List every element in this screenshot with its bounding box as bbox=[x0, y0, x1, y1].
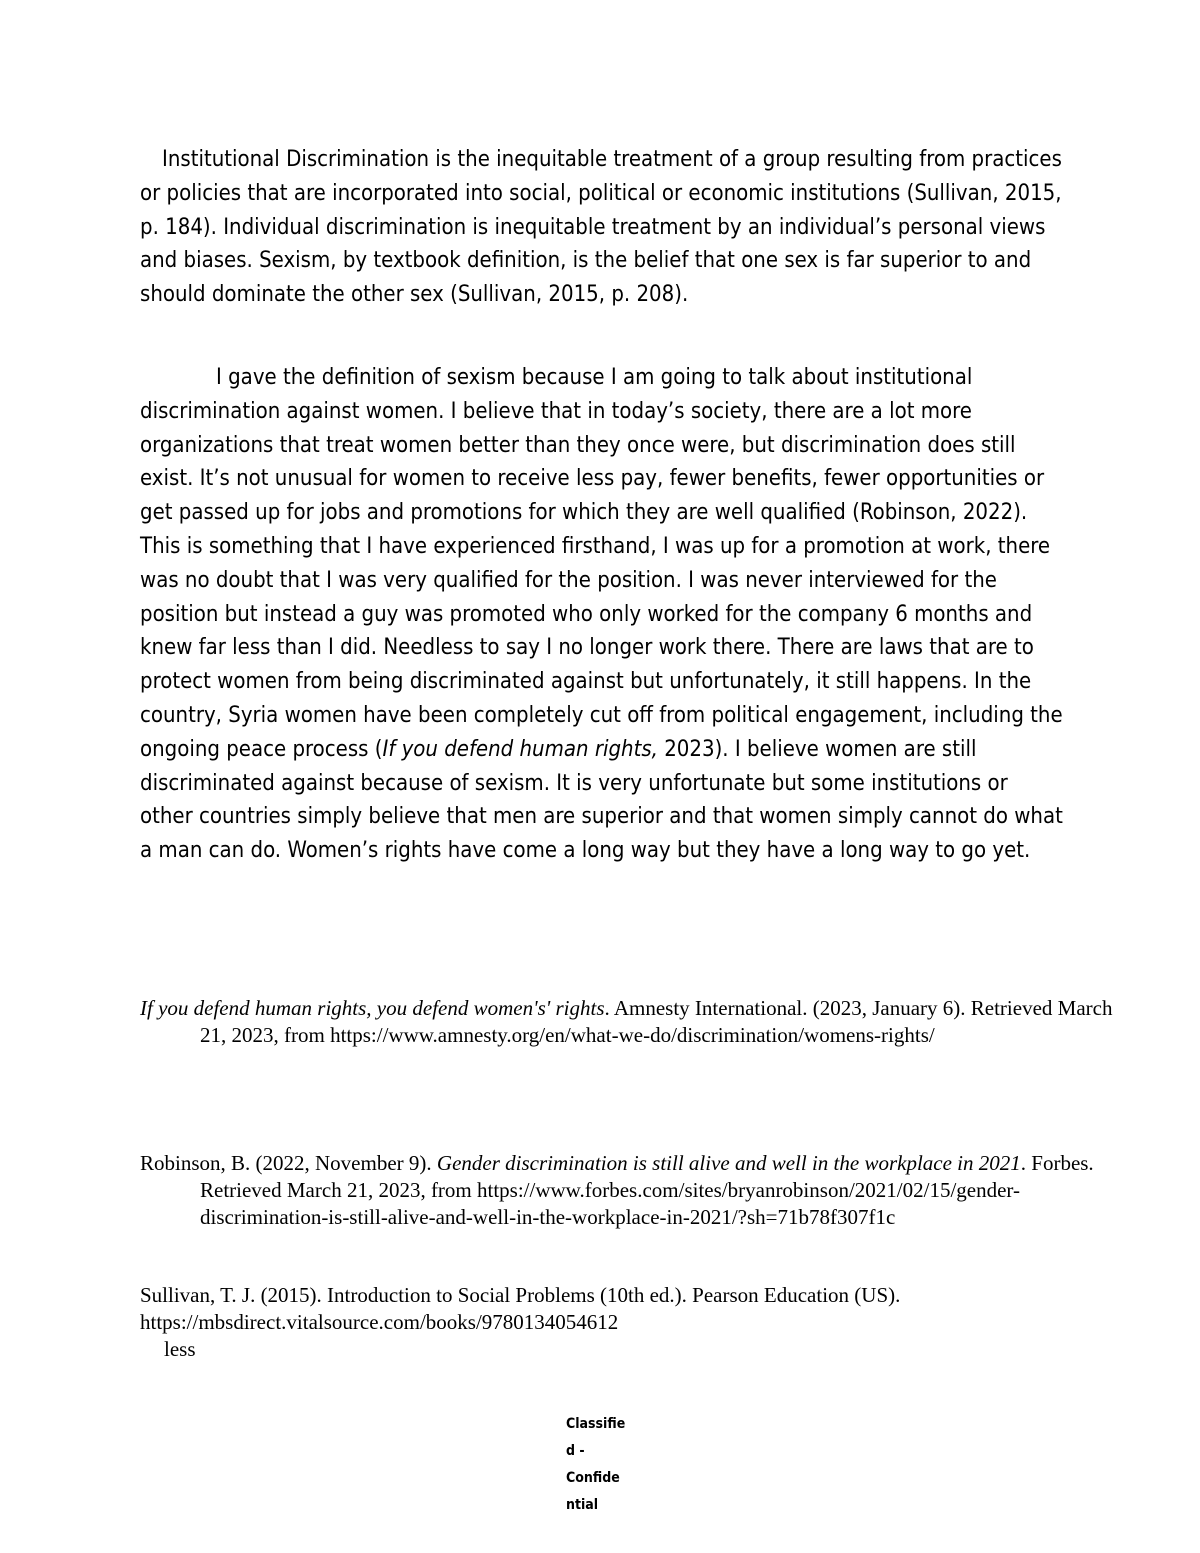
classification-line-3: Confide bbox=[566, 1470, 620, 1486]
classification-line-2: d - bbox=[566, 1443, 585, 1459]
reference-sullivan bbox=[140, 1282, 1120, 1363]
paragraph-discussion-text-a: I gave the definition of sexism because I am going to talk about institutional discrimination against women. I believe that in today’s society, there are a lot more organizations that treat women better than they once were, but discrimination does still exist. It’s not unusual for women to receive less pay, fewer benefits, fewer opportunities or get passed up for jobs and promotions for which they are well qualified (Robinson, 2022). This is something that I have experienced firsthand, I was up for a promotion at work, there was no doubt that I was very qualified for the position. I was never interviewed for the position but instead a guy was promoted who only worked for the company 6 months and knew far less than I did. Needless to say I no longer work there. There are laws that are to protect women from being discriminated against but unfortunately, it still happens. In the country, Syria women have been completely cut off from political engagement, including the ongoing peace process ( bbox=[140, 365, 1063, 762]
classification-label bbox=[566, 1411, 646, 1519]
reference-robinson-details: . Forbes. Retrieved March 21, 2023, from https://www.forbes.com/sites/bryanrobinson/2021/02/15/gender-discrimination-is-still-alive-and-well-in-the-workplace-in-2021/?sh=71b78f307f1c bbox=[200, 1151, 1094, 1229]
paragraph-discussion bbox=[140, 361, 1065, 868]
paragraph-definitions bbox=[140, 143, 1065, 312]
classification-line-1: Classifie bbox=[566, 1416, 626, 1432]
reference-sullivan-extra: less bbox=[164, 1337, 196, 1361]
paragraph-definitions-text: Institutional Discrimination is the inequitable treatment of a group resulting from practices or policies that are incorporated into social, political or economic institutions (Sullivan, 2015, p. 184). Individual discrimination is inequitable treatment by an individual’s personal views and biases. Sexism, by textbook definition, is the belief that one sex is far superior to and should dominate the other sex (Sullivan, 2015, p. 208). bbox=[140, 147, 1062, 308]
paragraph-discussion-text-b: 2023). I believe women are still discriminated against because of sexism. It is very unfortunate but some institutions or other countries simply believe that men are superior and that women simply cannot do what a man can do. Women’s rights have come a long way but they have a long way to go yet. bbox=[140, 736, 1063, 864]
paragraph-discussion-citation-italic: If you defend human rights, bbox=[382, 736, 658, 762]
reference-amnesty bbox=[140, 995, 1120, 1049]
classification-line-4: ntial bbox=[566, 1497, 599, 1513]
reference-robinson-author: Robinson, B. (2022, November 9). bbox=[140, 1151, 437, 1175]
reference-amnesty-details: . Amnesty International. (2023, January 6). Retrieved March 21, 2023, from https://www.amnesty.org/en/what-we-do/discrimination/womens-rights/ bbox=[200, 996, 1113, 1047]
reference-sullivan-url: https://mbsdirect.vitalsource.com/books/9780134054612 bbox=[140, 1310, 619, 1334]
reference-sullivan-line1: Sullivan, T. J. (2015). Introduction to Social Problems (10th ed.). Pearson Education (US). bbox=[140, 1283, 901, 1307]
reference-robinson bbox=[140, 1150, 1120, 1231]
reference-robinson-title: Gender discrimination is still alive and well in the workplace in 2021 bbox=[436, 1151, 1021, 1175]
reference-amnesty-title: If you defend human rights, you defend women's' rights bbox=[140, 996, 605, 1020]
